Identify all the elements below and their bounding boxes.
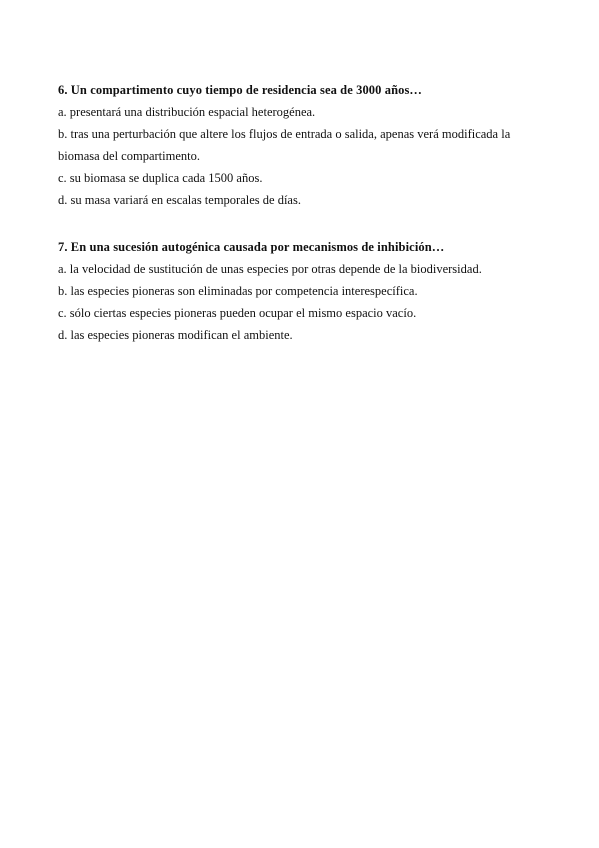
question-title: 7. En una sucesión autogénica causada por mecanismos de inhibición… [58,240,445,254]
question-6 [58,79,548,211]
answer-option-a: a. la velocidad de sustitución de unas especies por otras depende de la biodiversidad. [58,262,482,276]
answer-option-d: d. las especies pioneras modifican el ambiente. [58,328,293,342]
answer-option-b: b. las especies pioneras son eliminadas por competencia interespecífica. [58,284,418,298]
answer-option-a: a. presentará una distribución espacial heterogénea. [58,105,316,119]
answer-option-b: b. tras una perturbación que altere los flujos de entrada o salida, apenas verá modificada la biomasa del compartimento. [58,127,511,163]
question-title: 6. Un compartimento cuyo tiempo de residencia sea de 3000 años… [58,83,423,97]
answer-option-c: c. sólo ciertas especies pioneras pueden ocupar el mismo espacio vacío. [58,306,417,320]
question-7 [58,236,548,346]
answer-option-d: d. su masa variará en escalas temporales de días. [58,193,301,207]
answer-option-c: c. su biomasa se duplica cada 1500 años. [58,171,263,185]
